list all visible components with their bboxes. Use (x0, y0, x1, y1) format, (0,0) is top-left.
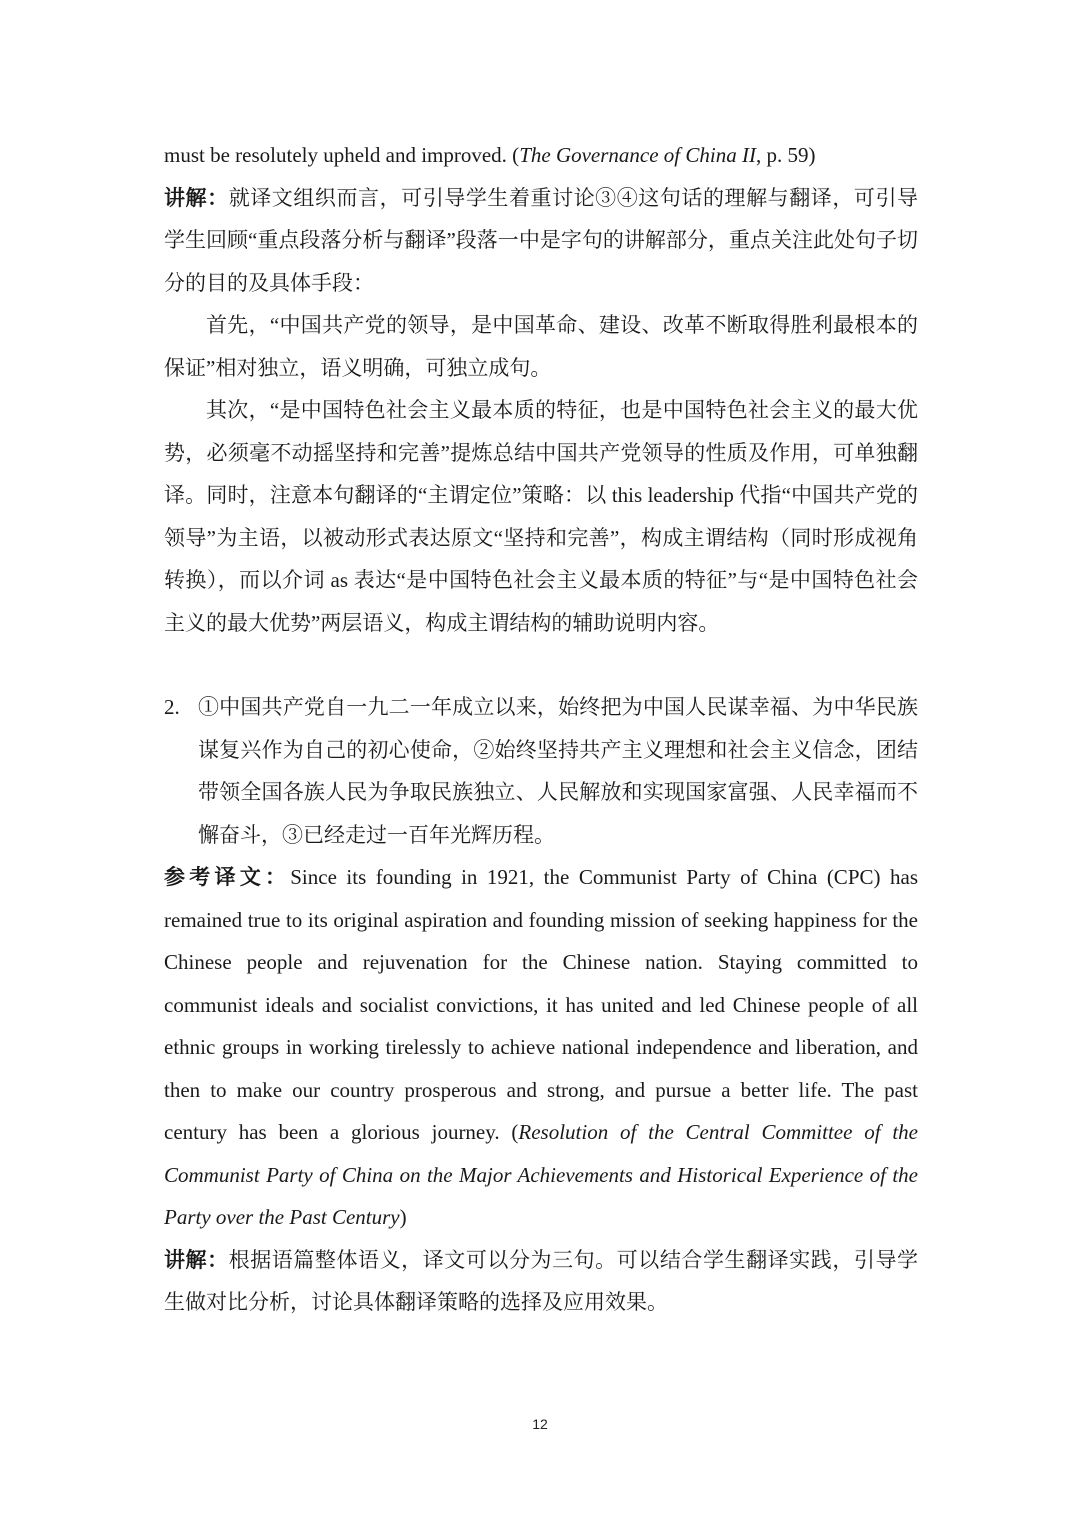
paragraph-continuation (164, 134, 918, 177)
numbered-item-2 (164, 686, 918, 856)
explanation-point-first: 首先，“中国共产党的领导，是中国革命、建设、改革不断取得胜利最根本的保证”相对独立，语义明确，可独立成句。 (164, 313, 918, 380)
explanation-text: 就译文组织而言，可引导学生着重讨论③④这句话的理解与翻译，可引导学生回顾“重点段落分析与翻译”段落一中是字句的讲解部分，重点关注此处句子切分的目的及具体手段： (164, 185, 919, 295)
reference-close-paren: ) (399, 1205, 407, 1229)
page-number: 12 (532, 1416, 548, 1432)
explanation-paragraph-2 (164, 1239, 918, 1324)
explanation-point-second: 其次，“是中国特色社会主义最本质的特征，也是中国特色社会主义的最大优势，必须毫不动摇坚持和完善”提炼总结中国共产党领导的性质及作用，可单独翻译。同时，注意本句翻译的“主谓定位”策略：以 this leadership 代指“中国共产党的领导”为主语，以被动形式表达原文“坚持和完善”，构成主谓结构（同时形成视角转换），而以介词 as 表达“是中国特色社会主义最本质的特征”与“是中国特色社会主义的最大优势”两层语义，构成主谓结构的辅助说明内容。 (164, 398, 918, 635)
explanation-label: 讲解： (164, 1247, 229, 1272)
reference-label: 参考译文： (164, 865, 291, 889)
explanation-text: 根据语篇整体语义，译文可以分为三句。可以结合学生翻译实践，引导学生做对比分析，讨论具体翻译策略的选择及应用效果。 (164, 1247, 919, 1314)
citation-page: , p. 59) (755, 143, 816, 167)
reference-text: Since its founding in 1921, the Communist Party of China (CPC) has remained true to its original aspiration and founding mission of seeking happiness for the Chinese people and rejuvenation for the Chinese nation. Staying committed to communist ideals and socialist convictions, it has united and led Chinese people of all ethnic groups in working tirelessly to achieve national independence and liberation, and then to make our country prosperous and strong, and pursue a better life. The past century has been a glorious journey. ( (164, 865, 918, 1144)
book-title: The Governance of China II (519, 143, 756, 167)
explanation-label: 讲解： (164, 185, 229, 210)
document-body (164, 134, 918, 1324)
continuation-text: must be resolutely upheld and improved. ( (164, 143, 520, 167)
reference-translation (164, 856, 918, 1239)
item-source-text: ①中国共产党自一九二一年成立以来，始终把为中国人民谋幸福、为中华民族谋复兴作为自己的初心使命，②始终坚持共产主义理想和社会主义信念，团结带领全国各族人民为争取民族独立、人民解放和实现国家富强、人民幸福而不懈奋斗，③已经走过一百年光辉历程。 (198, 695, 918, 847)
reference-source-title: Resolution of the Central Committee of the Communist Party of China on the Major Achievements and Historical Experience of the Party over the Past Century (164, 1120, 918, 1229)
explanation-paragraph-1 (164, 177, 918, 305)
paragraph-gap (164, 644, 918, 686)
item-number: 2. (164, 695, 180, 719)
